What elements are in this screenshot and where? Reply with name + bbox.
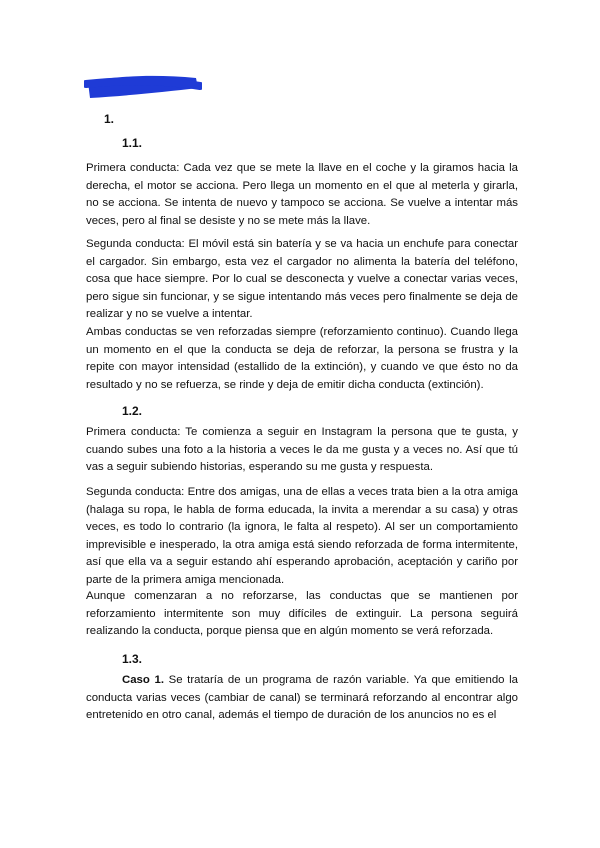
paragraph-7-text: Se trataría de un programa de razón variable. Ya que emitiendo la conducta varias veces (cambiar de canal) se terminará reforzando al encontrar algo entretenido en otro canal, además el tiempo de duración de los anuncios no es el xyxy=(86,674,518,722)
paragraph-7 xyxy=(86,672,518,725)
paragraph-4: Primera conducta: Te comienza a seguir en Instagram la persona que te gusta, y cuando subes una foto a la historia a veces le da me gusta y a veces no. Así que tú vas a seguir subiendo historias, esperando su me gusta y respuesta. xyxy=(86,426,518,474)
paragraph-1: Primera conducta: Cada vez que se mete la llave en el coche y la giramos hacia la derecha, el motor se acciona. Pero llega un momento en el que al meterla y girarla, no se acciona. Se intenta de nuevo y tampoco se acciona. Se vuelve a intentar más veces, pero al final se desiste y no se mete más la llave. xyxy=(86,162,518,227)
section-heading-1-3: 1.3. xyxy=(122,652,143,666)
paragraph-5: Segunda conducta: Entre dos amigas, una de ellas a veces trata bien a la otra amiga (halaga su ropa, le habla de forma educada, la invita a merendar a su casa) y otras veces, es todo lo contrario (la ignora, le falta al respeto). Al ser un comportamiento imprevisible e inesperado, la otra amiga está siendo reforzada de forma intermitente, así que ella va a seguir estando ahí esperando aprobación, aceptación y cariño por parte de la primera amiga mencionada. xyxy=(86,486,518,586)
redaction-scribble xyxy=(84,72,202,100)
paragraph-3: Ambas conductas se ven reforzadas siempre (reforzamiento continuo). Cuando llega un momento en el que la conducta se deja de reforzar, la persona se frustra y la repite con mayor intensidad (estallido de la extinción), y cuando ve que ésto no da resultado y no se refuerza, se rinde y deja de emitir dicha conducta (extinción). xyxy=(86,326,518,391)
section-heading-1: 1. xyxy=(104,112,115,126)
case-label: Caso 1. xyxy=(122,674,164,686)
section-heading-1-2: 1.2. xyxy=(122,404,143,418)
section-heading-1-1: 1.1. xyxy=(122,136,143,150)
paragraph-2: Segunda conducta: El móvil está sin batería y se va hacia un enchufe para conectar el cargador. Sin embargo, esta vez el cargador no alimenta la batería del teléfono, cosa que hace siempre. Por lo cual se desconecta y vuelve a conectar varias veces, pero sigue sin funcionar, y se sigue intentando más veces pero finalmente se deja de realizar y no se vuelve a intentar. xyxy=(86,238,518,321)
paragraph-6: Aunque comenzaran a no reforzarse, las conductas que se mantienen por reforzamiento intermitente son muy difíciles de extinguir. La persona seguirá realizando la conducta, porque piensa que en algún momento se verá reforzada. xyxy=(86,590,518,638)
